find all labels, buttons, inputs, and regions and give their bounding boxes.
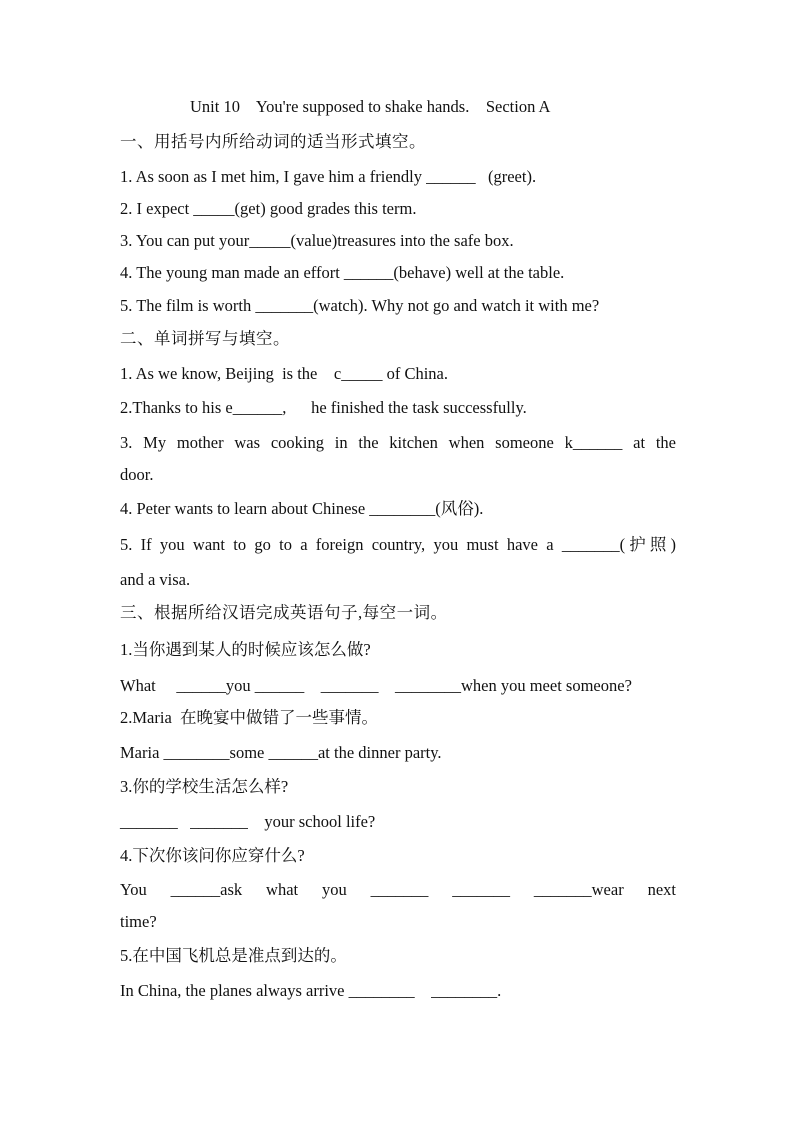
- part3-item-3-english: _______ _______ your school life?: [120, 812, 376, 831]
- part1-item-2: 2. I expect _____(get) good grades this term.: [120, 199, 417, 218]
- part1-item-1: 1. As soon as I met him, I gave him a friendly ______ (greet).: [120, 167, 537, 186]
- part1-item-3: 3. You can put your_____(value)treasures into the safe box.: [120, 231, 514, 250]
- part3-item-1-chinese: 1.当你遇到某人的时候应该怎么做?: [120, 640, 371, 659]
- part3-item-5-english: In China, the planes always arrive ________ ________.: [120, 981, 502, 1000]
- part2-item-3-line1: 3. My mother was cooking in the kitchen when someone k______ at the: [120, 433, 676, 452]
- part3-item-5-chinese: 5.在中国飞机总是准点到达的。: [120, 946, 347, 965]
- part1-item-4: 4. The young man made an effort ______(behave) well at the table.: [120, 263, 565, 282]
- part2-item-4: 4. Peter wants to learn about Chinese ________(风俗).: [120, 499, 484, 518]
- part1-heading: 一、用括号内所给动词的适当形式填空。: [120, 132, 426, 151]
- page-title: Unit 10 You're supposed to shake hands. Section A: [190, 97, 551, 116]
- part3-item-4-english-line2: time?: [120, 912, 157, 931]
- part2-item-1: 1. As we know, Beijing is the c_____ of China.: [120, 364, 448, 383]
- part2-item-5-line2: and a visa.: [120, 570, 191, 589]
- part3-item-2-chinese: 2.Maria 在晚宴中做错了一些事情。: [120, 708, 379, 727]
- part3-item-4-english-line1: You ______ask what you _______ _______ _______wear next: [120, 880, 676, 899]
- part2-heading: 二、单词拼写与填空。: [120, 329, 290, 348]
- part2-item-5-line1: 5. If you want to go to a foreign country, you must have a _______(护照): [120, 535, 676, 554]
- part1-item-5: 5. The film is worth _______(watch). Why not go and watch it with me?: [120, 296, 600, 315]
- part3-item-4-chinese: 4.下次你该问你应穿什么?: [120, 846, 305, 865]
- part3-heading: 三、根据所给汉语完成英语句子,每空一词。: [120, 603, 448, 622]
- part2-item-3-line2: door.: [120, 465, 154, 484]
- part3-item-1-english: What ______you ______ _______ ________when you meet someone?: [120, 676, 632, 695]
- part3-item-3-chinese: 3.你的学校生活怎么样?: [120, 777, 289, 796]
- part3-item-2-english: Maria ________some ______at the dinner party.: [120, 743, 442, 762]
- part2-item-2: 2.Thanks to his e______, he finished the task successfully.: [120, 398, 527, 417]
